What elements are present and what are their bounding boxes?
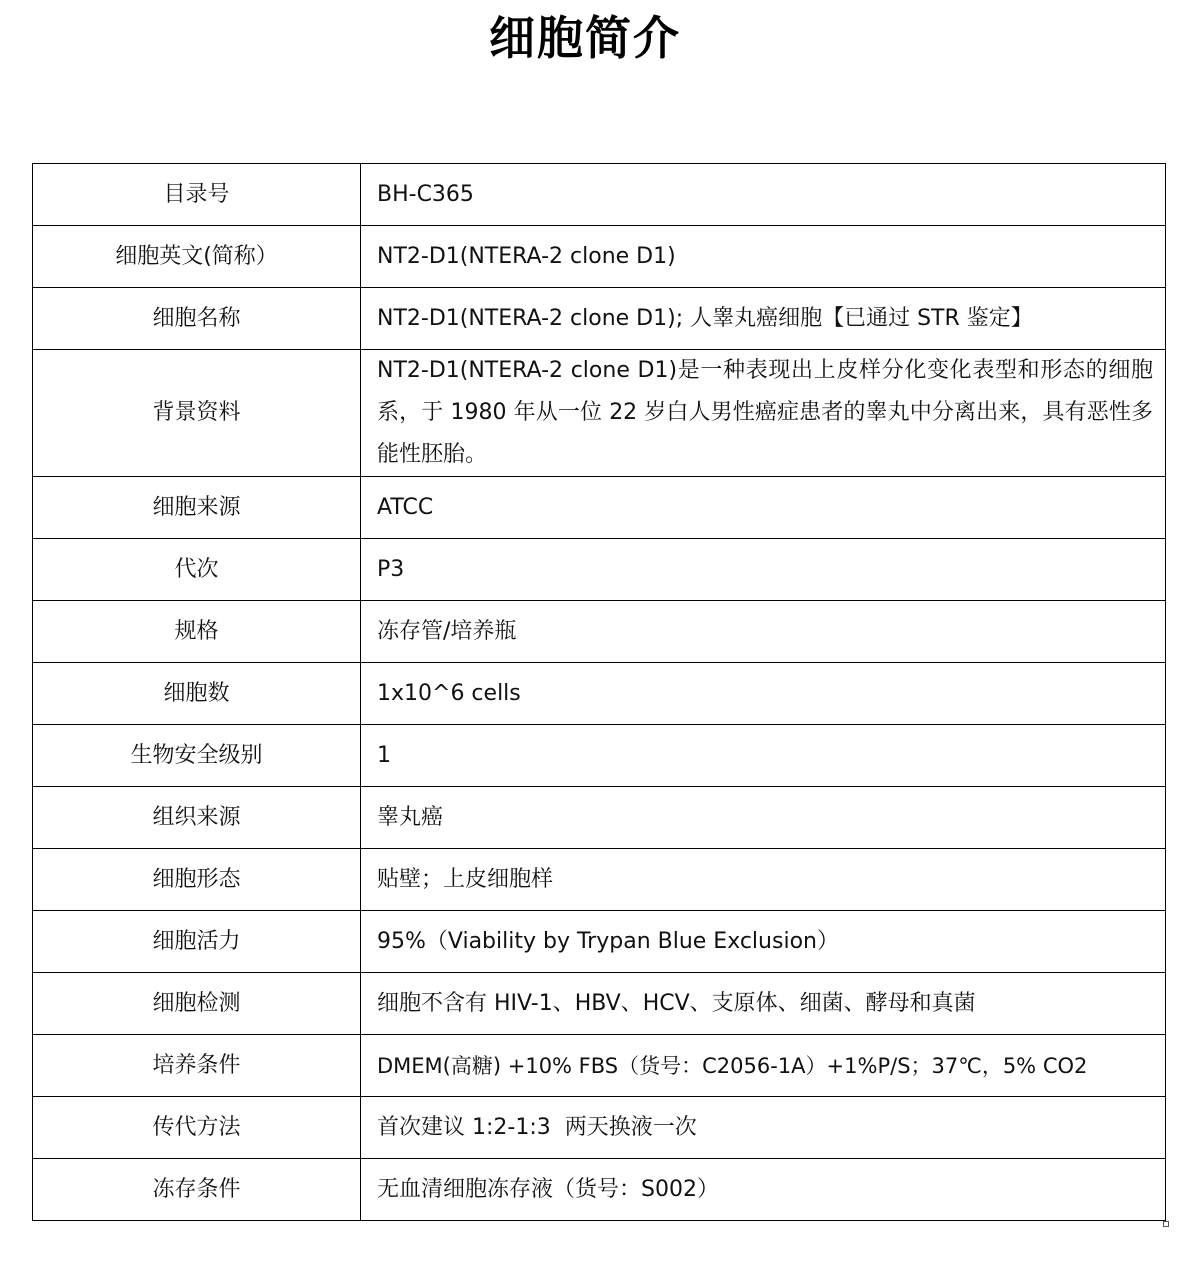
row-value: NT2-D1(NTERA-2 clone D1)是一种表现出上皮样分化变化表型和形态的细胞系，于 1980 年从一位 22 岁白人男性癌症患者的睾丸中分离出来，具有恶性多能性胚胎。 [361,350,1166,477]
table-row-english-name [33,226,1166,288]
row-label: 目录号 [33,164,361,226]
table-row-background [33,350,1166,477]
row-value: 95%（Viability by Trypan Blue Exclusion） [361,911,1166,973]
row-label: 传代方法 [33,1097,361,1159]
row-label: 组织来源 [33,787,361,849]
row-label: 细胞检测 [33,973,361,1035]
row-value: 首次建议 1:2-1:3 两天换液一次 [361,1097,1166,1159]
row-label: 细胞数 [33,663,361,725]
table-row-biosafety-level [33,725,1166,787]
row-value: NT2-D1(NTERA-2 clone D1); 人睾丸癌细胞【已通过 STR 鉴定】 [361,288,1166,350]
table-row-culture-conditions [33,1035,1166,1097]
table-row-passage [33,539,1166,601]
row-value: DMEM(高糖) +10% FBS（货号：C2056-1A）+1%P/S；37℃，5% CO2 [361,1035,1166,1097]
row-value: NT2-D1(NTERA-2 clone D1) [361,226,1166,288]
table-row-morphology [33,849,1166,911]
row-value: 贴壁；上皮细胞样 [361,849,1166,911]
row-label: 细胞形态 [33,849,361,911]
row-value: ATCC [361,477,1166,539]
row-label: 细胞来源 [33,477,361,539]
row-label: 规格 [33,601,361,663]
table-row-tissue-source [33,787,1166,849]
row-label: 细胞活力 [33,911,361,973]
row-label: 背景资料 [33,350,361,477]
table-row-viability [33,911,1166,973]
row-label: 代次 [33,539,361,601]
table-row-testing [33,973,1166,1035]
row-label: 培养条件 [33,1035,361,1097]
row-value: BH-C365 [361,164,1166,226]
row-label: 细胞英文(简称） [33,226,361,288]
table-row-cell-source [33,477,1166,539]
row-value: 冻存管/培养瓶 [361,601,1166,663]
row-value: 1 [361,725,1166,787]
table-row-passage-method [33,1097,1166,1159]
table-corner-handle [1163,1221,1169,1227]
table-row-freezing-conditions [33,1159,1166,1221]
table-row-cell-count [33,663,1166,725]
row-label: 生物安全级别 [33,725,361,787]
row-value: 细胞不含有 HIV-1、HBV、HCV、支原体、细菌、酵母和真菌 [361,973,1166,1035]
cell-info-table [32,163,1166,1221]
table-row-cell-name [33,288,1166,350]
row-value: 睾丸癌 [361,787,1166,849]
row-value: P3 [361,539,1166,601]
table-row-specification [33,601,1166,663]
row-value: 1x10^6 cells [361,663,1166,725]
row-value: 无血清细胞冻存液（货号：S002） [361,1159,1166,1221]
page-title: 细胞简介 [489,11,681,65]
table-row-catalog-number [33,164,1166,226]
row-label: 冻存条件 [33,1159,361,1221]
row-label: 细胞名称 [33,288,361,350]
